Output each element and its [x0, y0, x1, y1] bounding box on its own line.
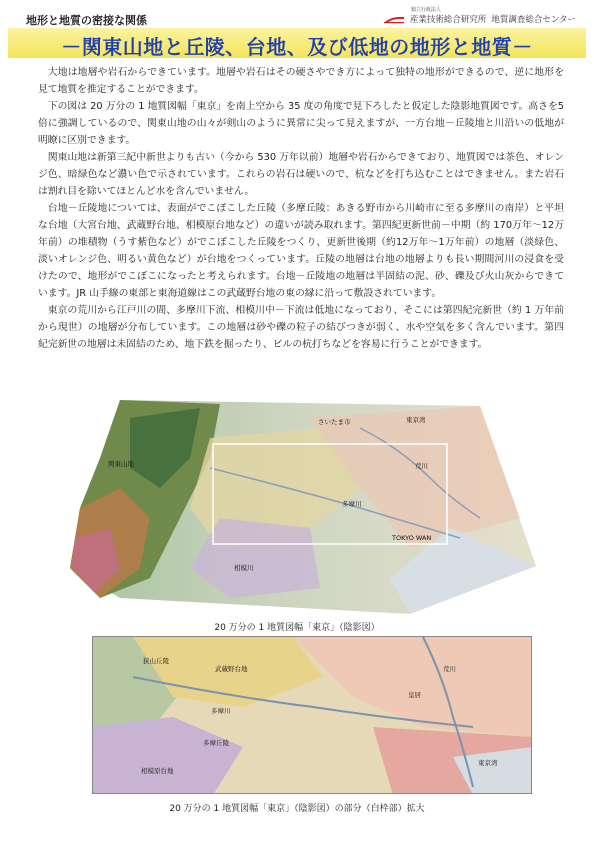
label-tokyo-wan-en: TOKYO WAN	[392, 534, 432, 542]
page-header	[0, 0, 594, 62]
organization-block	[383, 6, 576, 25]
label-tokyo-bay-top: 東京湾	[406, 416, 426, 424]
paragraph: 関東山地は新第三紀中新世よりも古い（今から 530 万年以前）地層や岩石からできており、地質図では茶色、オレンジ色、暗緑色など濃い色で示されています。これらの岩石は硬いので、杭などを打ち込むことはできません。また岩石は割れ目を除いてほとんど水を含んでいません。	[38, 152, 564, 197]
label-sayama: 狭山丘陵	[143, 657, 169, 665]
enlarged-geologic-map	[92, 636, 532, 794]
paragraph: 東京の荒川から江戸川の間、多摩川下流、相模川中－下流は低地になっており、そこには第四紀完新世（約 1 万年前から現世）の地層が分布しています。この地層は砂や礫の粒子の結びつきが弱く、水や空気を多く含んでいます。第四紀完新世の地層は未固結のため、地下鉄を掘ったり、ビルの杭打ちなどを容易に行うことができます。	[38, 305, 564, 350]
label-arakawa: 荒川	[415, 462, 428, 470]
label-sagamihara: 相模原台地	[141, 767, 174, 775]
paragraph: 下の図は 20 万分の 1 地質図幅「東京」を南上空から 35 度の角度で見下ろしたと仮定した陰影地質図です。高さを5 倍に強調しているので、関東山地の山々が剣山のように異常に尖って見えますが、一方台地－丘陵地と川沿いの低地が明瞭に区別できます。	[38, 101, 564, 146]
label-tokyo-bay-2: 東京湾	[478, 759, 498, 767]
org-subtitle: 独立行政法人	[410, 7, 441, 13]
org-center: 地質調査総合センター	[491, 15, 576, 25]
label-sagamigawa: 相模川	[234, 564, 254, 572]
title-banner	[8, 28, 586, 58]
paragraph: 台地－丘陵地については、表面がでこぼこした丘陵（多摩丘陵：あきる野市から川崎市に至る多摩川の南岸）と平坦な台地（大宮台地、武蔵野台地、相模原台地など）の違いが読み取れます。第四紀更新世前－中期（約 170万年～12万年前）の堆積物（うす紫色など）がでこぼこした丘陵をつくり、更新世後期（約12万年～1万年前）の地層（淡緑色、淡いオレンジ色、明るい黄色など）が台地をつくっています。丘陵の地層は台地の地層よりも長い期間河川の浸食を受けたので、地形がでこぼこになったと考えられます。台地－丘陵地の地層は半固結の泥、砂、礫及び火山灰からできています。JR 山手線の東部と東海道線はこの武蔵野台地の東の縁に沿って敷設されています。	[38, 203, 564, 299]
enlarged-map-graphic	[93, 637, 532, 794]
map2-caption: 20 万分の 1 地質図幅「東京」（陰影図）の部分（白枠部）拡大	[169, 804, 425, 814]
label-tamagawa: 多摩川	[342, 500, 362, 508]
label-saitama: さいたま市	[318, 418, 351, 426]
shaded-relief-geologic-map	[60, 398, 536, 616]
map1-caption: 20 万分の 1 地質図幅「東京」（陰影図）	[214, 623, 380, 633]
label-kanto-sanchi: 関東山地	[108, 460, 134, 468]
label-musashino: 武蔵野台地	[215, 665, 248, 673]
series-title: 地形と地質の密接な関係	[26, 14, 147, 27]
body-text	[38, 64, 564, 353]
label-arakawa-2: 荒川	[443, 665, 456, 673]
label-tama-kyuryo: 多摩丘陵	[203, 739, 229, 747]
org-name-row	[383, 13, 576, 25]
label-tamagawa-2: 多摩川	[211, 707, 231, 715]
org-name: 産業技術総合研究所	[409, 15, 487, 25]
paragraph: 大地は地層や岩石からできています。地層や岩石はその硬さやでき方によって独特の地形ができるので、逆に地形を見て地質を推定することができます。	[38, 67, 564, 95]
label-kokyo: 皇居	[408, 691, 421, 699]
aist-logo-icon	[383, 15, 405, 24]
page-title: －関東山地と丘陵、台地、及び低地の地形と地質－	[61, 35, 533, 59]
